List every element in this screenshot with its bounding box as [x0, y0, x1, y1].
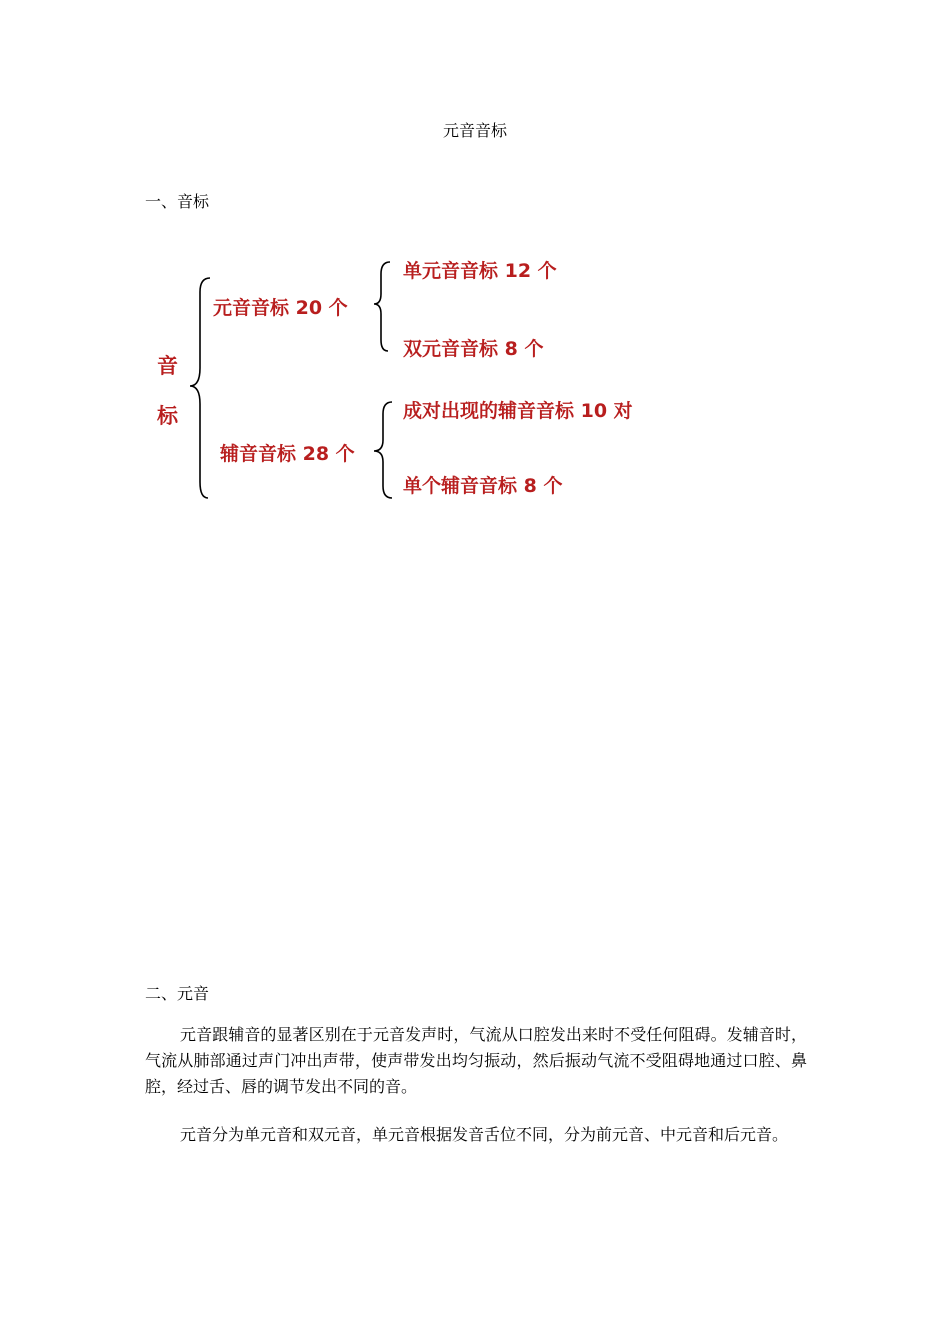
section-heading-phonetic-symbols: 一、音标: [145, 192, 210, 211]
monophthong-label: 单元音音标 12 个: [403, 260, 557, 282]
root-brace: [190, 278, 210, 498]
root-label-char-2: 标: [157, 404, 178, 428]
paragraph-vowel-consonant-difference: 元音跟辅音的显著区别在于元音发声时，气流从口腔发出来时不受任何阻碍。发辅音时，气流从肺部通过声门冲出声带，使声带发出均匀振动，然后振动气流不受阻碍地通过口腔、鼻腔，经过舌、唇的调节发出不同的音。: [145, 1025, 807, 1096]
paired-consonant-label: 成对出现的辅音音标 10 对: [403, 400, 633, 422]
phonetic-symbols-tree-diagram: [140, 250, 700, 510]
consonant-brace: [374, 402, 392, 498]
single-consonant-label: 单个辅音音标 8 个: [403, 475, 563, 497]
paragraph-vowel-types: 元音分为单元音和双元音，单元音根据发音舌位不同，分为前元音、中元音和后元音。: [180, 1125, 789, 1144]
document-title: 元音音标: [442, 121, 507, 140]
vowel-brace: [374, 262, 390, 351]
root-label-char-1: 音: [157, 354, 178, 378]
diphthong-label: 双元音音标 8 个: [403, 338, 544, 360]
section-heading-vowels: 二、元音: [145, 984, 210, 1003]
consonant-branch-label: 辅音音标 28 个: [220, 443, 355, 465]
vowel-branch-label: 元音音标 20 个: [213, 297, 348, 319]
